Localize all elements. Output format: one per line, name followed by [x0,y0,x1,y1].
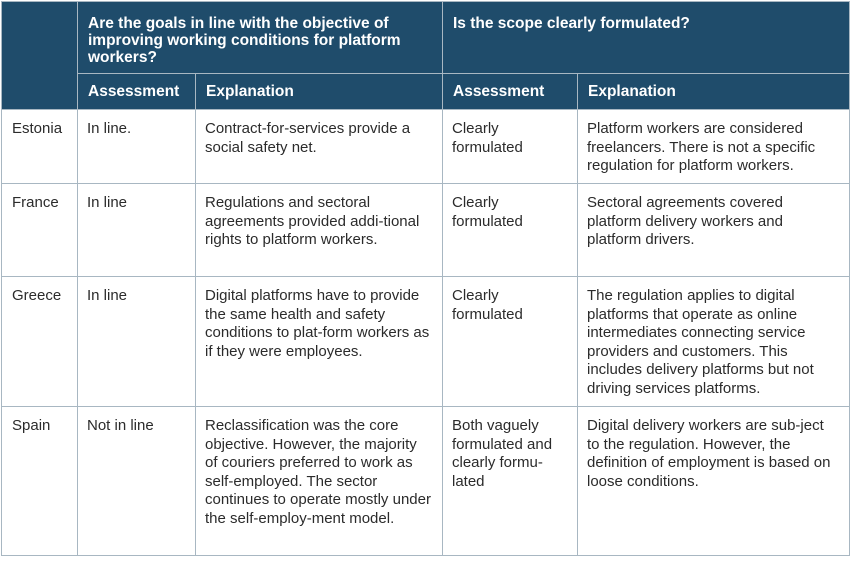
scope-assessment-cell: Clearly formulated [443,277,578,407]
sub-header-row [2,74,850,110]
goal-assessment-cell: In line [78,277,196,407]
goal-assessment-cell: In line. [78,110,196,184]
country-cell: Spain [2,407,78,556]
goal-assessment-cell: Not in line [78,407,196,556]
goal-explanation-cell: Reclassification was the core objective. However, the majority of couriers preferred to work as self-employed. The sector continues to operate mostly under the self-employ-ment model. [196,407,443,556]
scope-explanation-cell: The regulation applies to digital platforms that operate as online intermediates connecting service providers and customers. This includes delivery platforms but not driving services platforms. [578,277,850,407]
scope-assessment-header: Assessment [443,74,578,110]
table-body [2,110,850,556]
scope-explanation-cell: Sectoral agreements covered platform delivery workers and platform drivers. [578,184,850,277]
goals-assessment-header: Assessment [78,74,196,110]
scope-group-header: Is the scope clearly formulated? [443,2,850,74]
table-row [2,277,850,407]
header-corner-cell [2,2,78,110]
table-row [2,184,850,277]
assessment-table [1,1,850,556]
table-row [2,110,850,184]
country-cell: France [2,184,78,277]
goal-assessment-cell: In line [78,184,196,277]
scope-assessment-cell: Clearly formulated [443,184,578,277]
group-header-row [2,2,850,74]
scope-explanation-cell: Platform workers are considered freelancers. There is not a specific regulation for platform workers. [578,110,850,184]
scope-explanation-header: Explanation [578,74,850,110]
goal-explanation-cell: Regulations and sectoral agreements provided addi-tional rights to platform workers. [196,184,443,277]
scope-assessment-cell: Clearly formulated [443,110,578,184]
table-header [2,2,850,110]
scope-explanation-cell: Digital delivery workers are sub-ject to the regulation. However, the definition of employment is based on loose conditions. [578,407,850,556]
table-row [2,407,850,556]
country-cell: Greece [2,277,78,407]
country-cell: Estonia [2,110,78,184]
goal-explanation-cell: Contract-for-services provide a social safety net. [196,110,443,184]
goals-explanation-header: Explanation [196,74,443,110]
scope-assessment-cell: Both vaguely formulated and clearly formu-lated [443,407,578,556]
goal-explanation-cell: Digital platforms have to provide the same health and safety conditions to plat-form workers as if they were employees. [196,277,443,407]
goals-group-header: Are the goals in line with the objective of improving working conditions for platform workers? [78,2,443,74]
